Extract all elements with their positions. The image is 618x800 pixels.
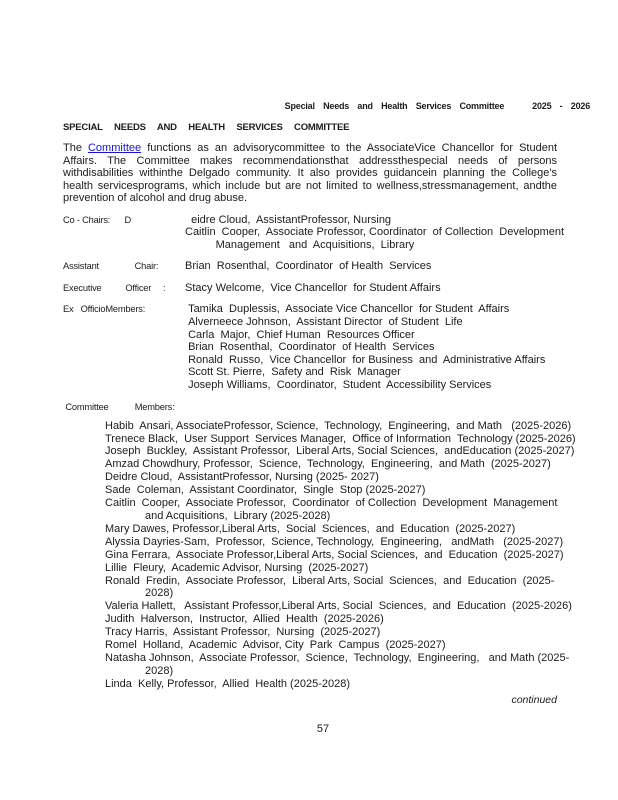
committee-member-item: Sade Coleman, Assistant Coordinator, Single Stop (2025-2027) (105, 484, 426, 497)
role-row (63, 303, 590, 391)
intro-text-post: functions as an advisorycommittee to the AssociateVice Chancellor for Student Affairs. The Committee makes recommendationsthat addressthespecial needs of persons withdisabilities withinthe Delgado community. It also provides guidancein planning the College's health servicesprograms, which include but are not limited to wellness,stressmanagement, andthe prevention of alcohol and drug abuse. (63, 142, 557, 204)
committee-member-item: Trenece Black, User Support Services Manager, Office of Information Technology (2025-2026) (105, 432, 576, 445)
page-number: 57 (316, 722, 330, 735)
committee-members-list (105, 420, 577, 691)
role-label: Ex OfficioMembers: (63, 304, 146, 315)
role-line: Alverneece Johnson, Assistant Director of Student Life (185, 316, 463, 329)
committee-member-item: Joseph Buckley, Assistant Professor, Liberal Arts, Social Sciences, andEducation (2025-2027) (105, 445, 575, 458)
continued-note: continued (511, 693, 557, 706)
header-years: 2025 - 2026 (532, 101, 590, 111)
role-line: Management and Acquisitions, Library (185, 238, 415, 251)
role-line: Brian Rosenthal, Coordinator of Health Services (185, 260, 432, 273)
role-line: Joseph Williams, Coordinator, Student Accessibility Services (185, 379, 492, 392)
role-line: Stacy Welcome, Vice Chancellor for Student Affairs (185, 281, 441, 294)
committee-member-item: Alyssia Dayries-Sam, Professor, Science, Technology, Engineering, andMath (2025-2027) (105, 535, 564, 548)
role-label: Executive Officer : (63, 282, 166, 293)
role-line: Tamika Duplessis, Associate Vice Chancellor for Student Affairs (185, 303, 510, 316)
committee-members-label: Committee Members: (63, 401, 175, 412)
committee-member-item: Amzad Chowdhury, Professor, Science, Technology, Engineering, and Math (2025-2027) (105, 458, 551, 471)
page-title: SPECIAL NEEDS AND HEALTH SERVICES COMMITTEE (63, 122, 350, 133)
committee-member-item: Tracy Harris, Assistant Professor, Nursing (2025-2027) (105, 626, 381, 639)
committee-member-item: Gina Ferrara, Associate Professor,Liberal Arts, Social Sciences, and Education (2025-2027) (105, 548, 564, 561)
page-header (63, 101, 590, 111)
committee-member-item: Natasha Johnson, Associate Professor, Science, Technology, Engineering, and Math (2025-2028) (105, 651, 570, 677)
role-line: Ronald Russo, Vice Chancellor for Business and Administrative Affairs (185, 353, 546, 366)
role-row (63, 260, 590, 273)
committee-member-item: Linda Kelly, Professor, Allied Health (2025-2028) (105, 677, 350, 690)
role-label: Assistant Chair: (63, 261, 159, 272)
role-row (63, 282, 590, 295)
role-row (63, 214, 590, 252)
role-label: Co - Chairs: D (63, 214, 132, 225)
intro-text-pre: The (63, 142, 88, 154)
committee-members-header-row (63, 401, 590, 412)
role-line: Scott St. Pierre, Safety and Risk Manager (185, 366, 401, 379)
role-content (185, 260, 590, 273)
committee-member-item: Romel Holland, Academic Advisor, City Park Campus (2025-2027) (105, 639, 446, 652)
roles-section (63, 214, 590, 392)
role-content (185, 282, 590, 295)
committee-member-item: Lillie Fleury, Academic Advisor, Nursing (2025-2027) (105, 561, 369, 574)
role-line: Caitlin Cooper, Associate Professor, Coordinator of Collection Development (185, 226, 565, 239)
committee-member-item: Caitlin Cooper, Associate Professor, Coordinator of Collection Development Management and Acquisitions, Library (2025-2028) (105, 497, 564, 522)
committee-member-item: Habib Ansari, AssociateProfessor, Science, Technology, Engineering, and Math (2025-2026) (105, 419, 572, 432)
role-content (185, 303, 590, 391)
running-header: Special Needs and Health Services Committee (284, 101, 505, 111)
committee-member-item: Judith Halverson, Instructor, Allied Health (2025-2026) (105, 613, 384, 626)
role-line: Brian Rosenthal, Coordinator of Health Services (185, 341, 435, 354)
committee-member-item: Deidre Cloud, AssistantProfessor, Nursing (2025- 2027) (105, 471, 379, 484)
committee-member-item: Ronald Fredin, Associate Professor, Liberal Arts, Social Sciences, and Education (2025-2028) (105, 574, 555, 600)
role-line: eidre Cloud, AssistantProfessor, Nursing (185, 213, 392, 226)
intro-paragraph (63, 142, 557, 205)
role-content (185, 214, 590, 252)
role-line: Carla Major, Chief Human Resources Officer (185, 328, 415, 341)
committee-member-item: Valeria Hallett, Assistant Professor,Liberal Arts, Social Sciences, and Education (2025-2026) (105, 600, 572, 613)
committee-member-item: Mary Dawes, Professor,Liberal Arts, Social Sciences, and Education (2025-2027) (105, 522, 516, 535)
committee-link[interactable]: Committee (87, 142, 142, 154)
